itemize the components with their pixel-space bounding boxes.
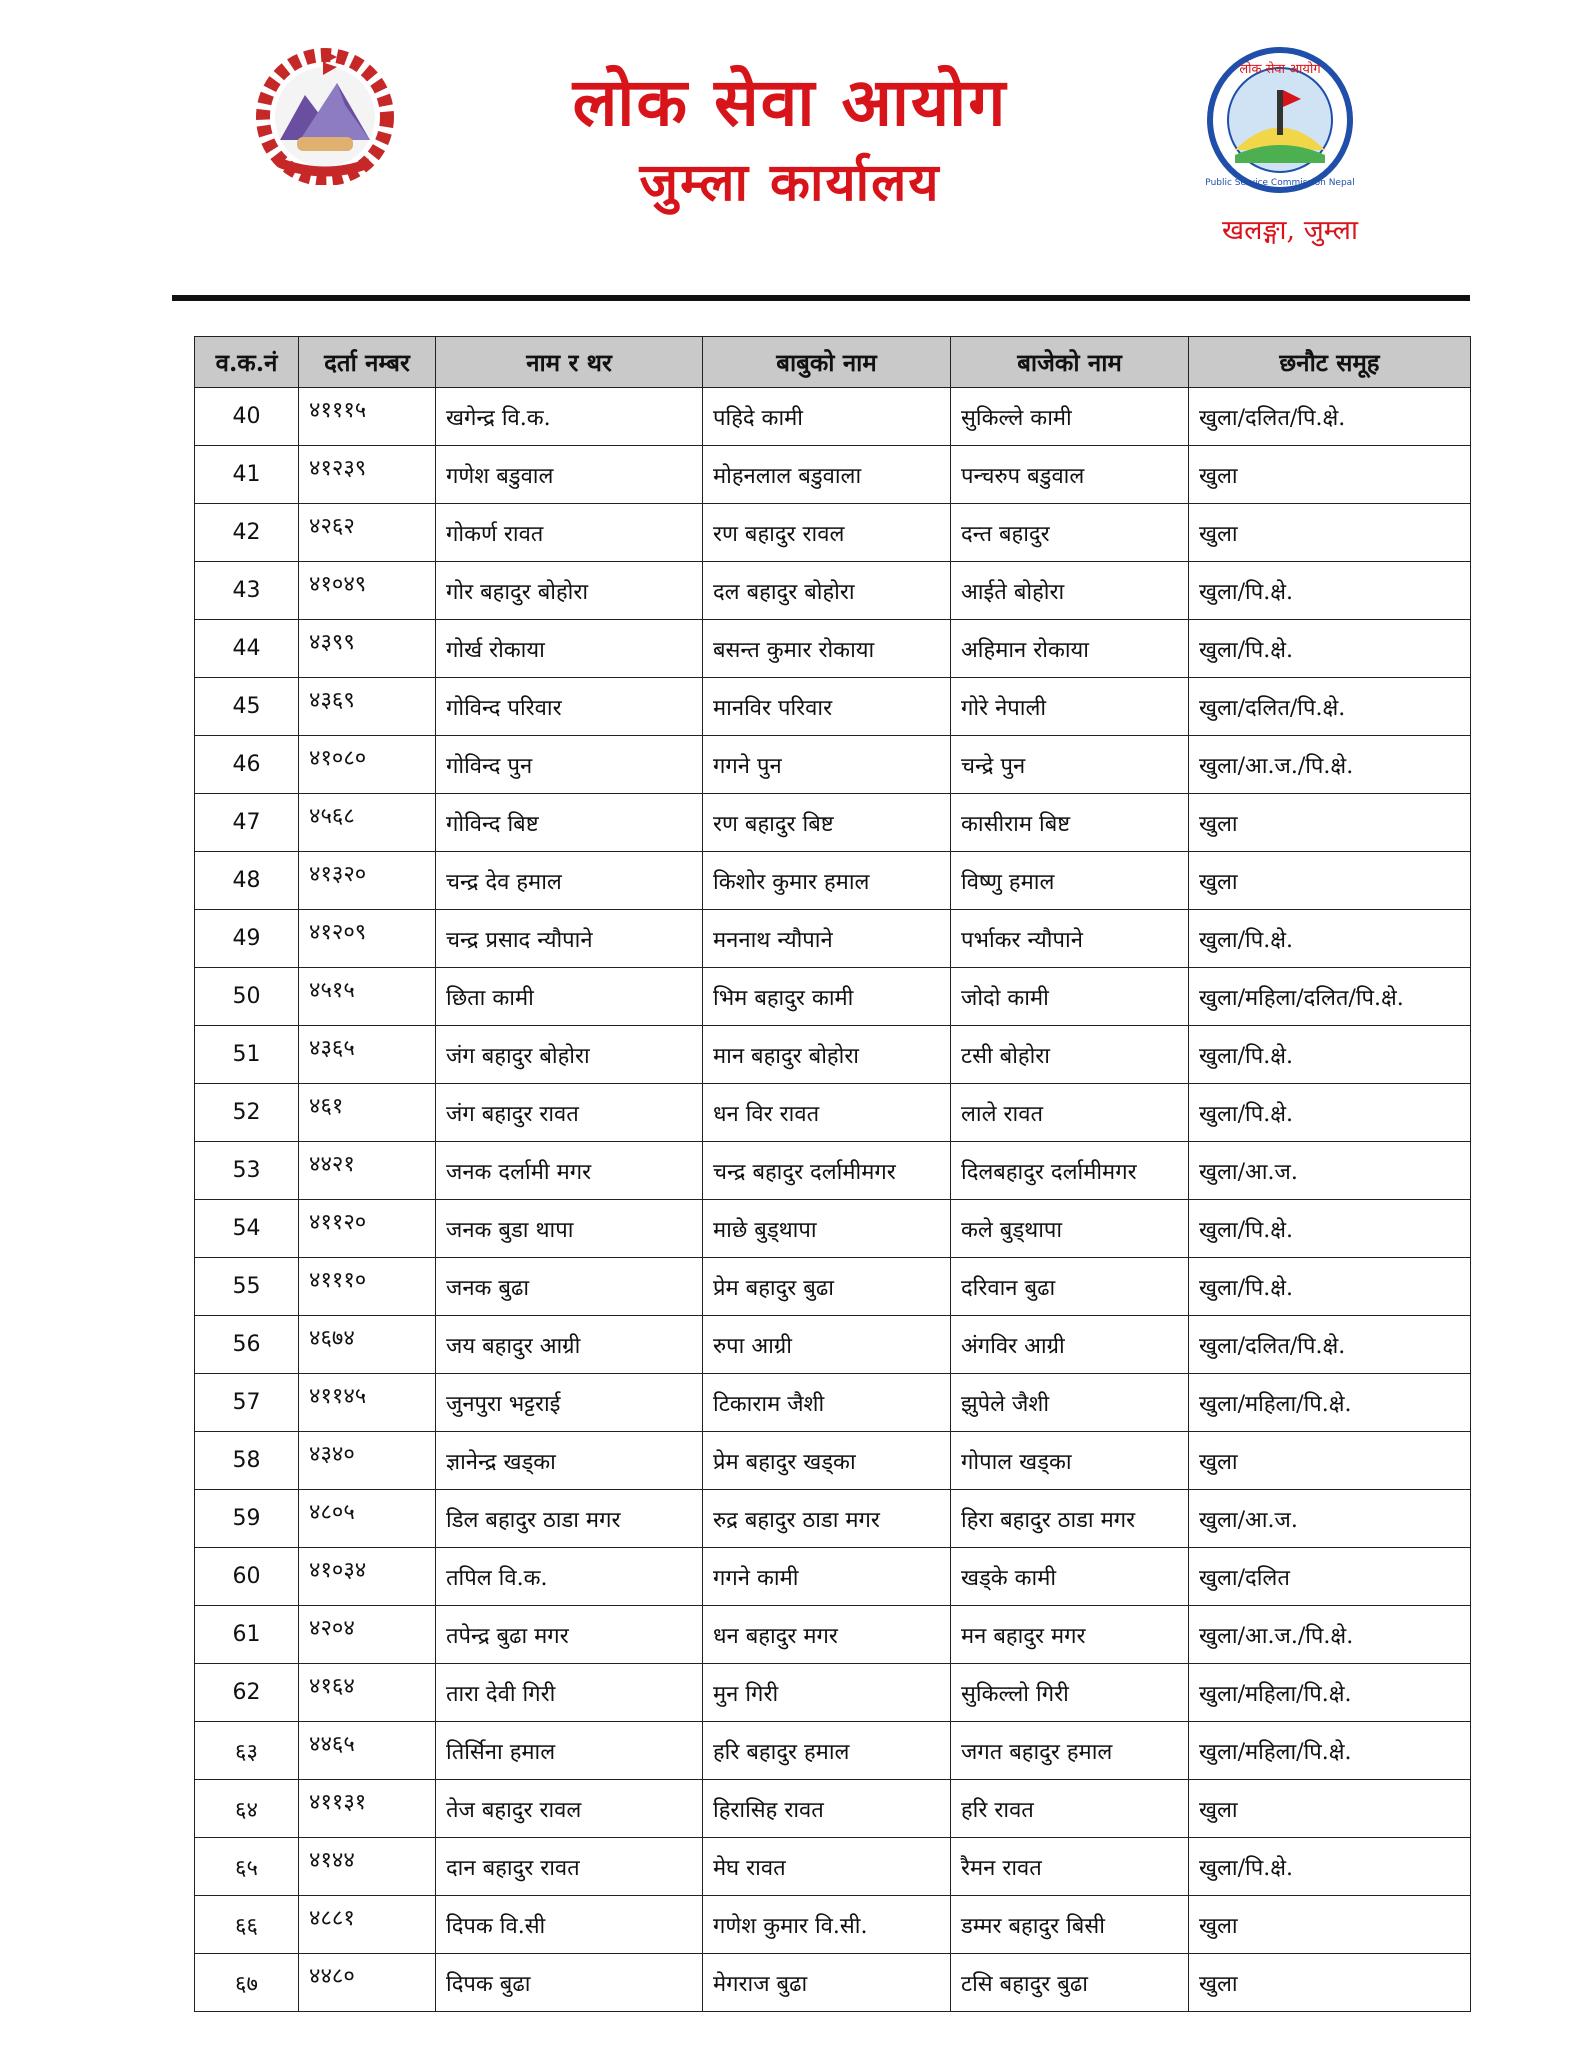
registration-cell: ४३९९ — [299, 620, 436, 678]
father-name-cell: टिकाराम जैशी — [703, 1374, 951, 1432]
name-cell: खगेन्द्र वि.क. — [436, 388, 703, 446]
father-name-cell: धन विर रावत — [703, 1084, 951, 1142]
registration-cell: ४४८० — [299, 1954, 436, 2012]
serial-cell: 58 — [195, 1432, 299, 1490]
group-cell: खुला/दलित/पि.क्षे. — [1189, 388, 1471, 446]
table-row — [195, 1374, 1471, 1432]
group-cell: खुला — [1189, 1954, 1471, 2012]
registration-cell: ४४६५ — [299, 1722, 436, 1780]
group-cell: खुला/आ.ज. — [1189, 1490, 1471, 1548]
grandfather-name-cell: डम्मर बहादुर बिसी — [951, 1896, 1189, 1954]
registration-cell: ४४२१ — [299, 1142, 436, 1200]
group-cell: खुला — [1189, 1780, 1471, 1838]
grandfather-name-cell: आईते बोहोरा — [951, 562, 1189, 620]
serial-header: व.क.नं — [195, 337, 299, 388]
serial-cell: 54 — [195, 1200, 299, 1258]
name-cell: जंग बहादुर बोहोरा — [436, 1026, 703, 1084]
table-row — [195, 910, 1471, 968]
group-cell: खुला — [1189, 852, 1471, 910]
group-cell: खुला/आ.ज. — [1189, 1142, 1471, 1200]
serial-cell: ६६ — [195, 1896, 299, 1954]
table-row — [195, 1954, 1471, 2012]
table-row — [195, 1142, 1471, 1200]
registration-cell: ४३६५ — [299, 1026, 436, 1084]
father-name-cell: गगने कामी — [703, 1548, 951, 1606]
group-cell: खुला/महिला/पि.क्षे. — [1189, 1374, 1471, 1432]
name-cell: दान बहादुर रावत — [436, 1838, 703, 1896]
father-name-cell: किशोर कुमार हमाल — [703, 852, 951, 910]
serial-cell: 56 — [195, 1316, 299, 1374]
group-cell: खुला — [1189, 446, 1471, 504]
grandfather-name-cell: दिलबहादुर दर्लामीमगर — [951, 1142, 1189, 1200]
table-header-row — [195, 337, 1471, 388]
registration-cell: ४१३२० — [299, 852, 436, 910]
father-name-cell: हिरासिह रावत — [703, 1780, 951, 1838]
registration-cell: ४१६४ — [299, 1664, 436, 1722]
table-row — [195, 1780, 1471, 1838]
serial-cell: 53 — [195, 1142, 299, 1200]
group-cell: खुला/दलित — [1189, 1548, 1471, 1606]
father-name-cell: मननाथ न्यौपाने — [703, 910, 951, 968]
group-cell: खुला/आ.ज./पि.क्षे. — [1189, 1606, 1471, 1664]
grandfather-name-cell: विष्णु हमाल — [951, 852, 1189, 910]
grandfather-name-cell: गोपाल खड्का — [951, 1432, 1189, 1490]
table-row — [195, 968, 1471, 1026]
table-row — [195, 504, 1471, 562]
name-cell: गोविन्द परिवार — [436, 678, 703, 736]
father-name-cell: मुन गिरी — [703, 1664, 951, 1722]
grandfather-name-cell: अहिमान रोकाया — [951, 620, 1189, 678]
table-row — [195, 1664, 1471, 1722]
grandfather-name-cell: सुकिल्ले कामी — [951, 388, 1189, 446]
serial-cell: 61 — [195, 1606, 299, 1664]
group-cell: खुला/महिला/दलित/पि.क्षे. — [1189, 968, 1471, 1026]
father-name-cell: मेगराज बुढा — [703, 1954, 951, 2012]
father-name-cell: प्रेम बहादुर बुढा — [703, 1258, 951, 1316]
father-name-cell: बसन्त कुमार रोकाया — [703, 620, 951, 678]
serial-cell: 55 — [195, 1258, 299, 1316]
registration-cell: ४५१५ — [299, 968, 436, 1026]
grandfather-name-cell: मन बहादुर मगर — [951, 1606, 1189, 1664]
psc-logo-heading: लोक सेवा आयोग — [1239, 62, 1321, 77]
registration-cell: ४३४० — [299, 1432, 436, 1490]
nepal-emblem-icon — [245, 45, 405, 185]
serial-cell: 52 — [195, 1084, 299, 1142]
registration-cell: ४८०५ — [299, 1490, 436, 1548]
grandfather-name-cell: पन्चरुप बडुवाल — [951, 446, 1189, 504]
registration-cell: ४११३१ — [299, 1780, 436, 1838]
serial-cell: 42 — [195, 504, 299, 562]
registration-cell: ४११४५ — [299, 1374, 436, 1432]
serial-cell: 44 — [195, 620, 299, 678]
name-cell: चन्द्र देव हमाल — [436, 852, 703, 910]
name-cell: दिपक बुढा — [436, 1954, 703, 2012]
serial-cell: ६५ — [195, 1838, 299, 1896]
grandfather-name-header: बाजेको नाम — [951, 337, 1189, 388]
grandfather-name-cell: झुपेले जैशी — [951, 1374, 1189, 1432]
psc-logo-ring-text: Public Service Commission Nepal — [1205, 178, 1355, 188]
table-row — [195, 388, 1471, 446]
registration-cell: ४२६२ — [299, 504, 436, 562]
father-name-cell: गगने पुन — [703, 736, 951, 794]
grandfather-name-cell: पर्भाकर न्यौपाने — [951, 910, 1189, 968]
name-cell: तिर्सिना हमाल — [436, 1722, 703, 1780]
father-name-cell: मोहनलाल बडुवाला — [703, 446, 951, 504]
name-cell: तारा देवी गिरी — [436, 1664, 703, 1722]
psc-logo-icon — [1205, 45, 1355, 195]
grandfather-name-cell: हिरा बहादुर ठाडा मगर — [951, 1490, 1189, 1548]
group-cell: खुला/दलित/पि.क्षे. — [1189, 678, 1471, 736]
name-cell: गोविन्द पुन — [436, 736, 703, 794]
table-row — [195, 1606, 1471, 1664]
registration-header: दर्ता नम्बर — [299, 337, 436, 388]
office-name: जुम्ला कार्यालय — [639, 152, 941, 213]
father-name-cell: मानविर परिवार — [703, 678, 951, 736]
serial-cell: 49 — [195, 910, 299, 968]
name-cell: ज्ञानेन्द्र खड्का — [436, 1432, 703, 1490]
name-cell: गणेश बडुवाल — [436, 446, 703, 504]
father-name-cell: हरि बहादुर हमाल — [703, 1722, 951, 1780]
table-row — [195, 620, 1471, 678]
table-row — [195, 1722, 1471, 1780]
father-name-cell: रुद्र बहादुर ठाडा मगर — [703, 1490, 951, 1548]
serial-cell: 57 — [195, 1374, 299, 1432]
table-row — [195, 1084, 1471, 1142]
father-name-cell: मेघ रावत — [703, 1838, 951, 1896]
registration-cell: ४१४४ — [299, 1838, 436, 1896]
table-row — [195, 1258, 1471, 1316]
registration-cell: ४२०४ — [299, 1606, 436, 1664]
group-cell: खुला/पि.क्षे. — [1189, 1258, 1471, 1316]
table-row — [195, 794, 1471, 852]
grandfather-name-cell: कासीराम बिष्ट — [951, 794, 1189, 852]
grandfather-name-cell: हरि रावत — [951, 1780, 1189, 1838]
group-cell: खुला/पि.क्षे. — [1189, 1026, 1471, 1084]
grandfather-name-cell: दन्त बहादुर — [951, 504, 1189, 562]
name-cell: डिल बहादुर ठाडा मगर — [436, 1490, 703, 1548]
grandfather-name-cell: अंगविर आग्री — [951, 1316, 1189, 1374]
registration-cell: ४५६८ — [299, 794, 436, 852]
serial-cell: 41 — [195, 446, 299, 504]
group-cell: खुला/पि.क्षे. — [1189, 620, 1471, 678]
name-cell: जनक बुढा — [436, 1258, 703, 1316]
table-row — [195, 1838, 1471, 1896]
serial-cell: 48 — [195, 852, 299, 910]
grandfather-name-cell: लाले रावत — [951, 1084, 1189, 1142]
letterhead — [0, 0, 1583, 300]
serial-cell: 45 — [195, 678, 299, 736]
table-row — [195, 1316, 1471, 1374]
father-name-cell: रुपा आग्री — [703, 1316, 951, 1374]
group-cell: खुला/महिला/पि.क्षे. — [1189, 1722, 1471, 1780]
group-cell: खुला — [1189, 794, 1471, 852]
table-row — [195, 1432, 1471, 1490]
serial-cell: 43 — [195, 562, 299, 620]
father-name-cell: गणेश कुमार वि.सी. — [703, 1896, 951, 1954]
grandfather-name-cell: दरिवान बुढा — [951, 1258, 1189, 1316]
grandfather-name-cell: जोदो कामी — [951, 968, 1189, 1026]
registration-cell: ४६७४ — [299, 1316, 436, 1374]
grandfather-name-cell: कले बुड्थापा — [951, 1200, 1189, 1258]
father-name-cell: माछे बुड्थापा — [703, 1200, 951, 1258]
father-name-cell: पहिदे कामी — [703, 388, 951, 446]
registration-cell: ४१२०९ — [299, 910, 436, 968]
name-cell: छिता कामी — [436, 968, 703, 1026]
name-cell: तपिल वि.क. — [436, 1548, 703, 1606]
grandfather-name-cell: चन्द्रे पुन — [951, 736, 1189, 794]
name-cell: गोविन्द बिष्ट — [436, 794, 703, 852]
table-row — [195, 1548, 1471, 1606]
serial-cell: 40 — [195, 388, 299, 446]
table-row — [195, 736, 1471, 794]
table-row — [195, 1896, 1471, 1954]
name-cell: तेज बहादुर रावल — [436, 1780, 703, 1838]
serial-cell: 62 — [195, 1664, 299, 1722]
office-location: खलङ्गा, जुम्ला — [1222, 215, 1358, 246]
father-name-cell: दल बहादुर बोहोरा — [703, 562, 951, 620]
table-row — [195, 1200, 1471, 1258]
registration-cell: ४११२० — [299, 1200, 436, 1258]
registration-cell: ४१०८० — [299, 736, 436, 794]
registration-cell: ४१०३४ — [299, 1548, 436, 1606]
registration-cell: ४३६९ — [299, 678, 436, 736]
grandfather-name-cell: जगत बहादुर हमाल — [951, 1722, 1189, 1780]
table-body — [195, 388, 1471, 2012]
serial-cell: 47 — [195, 794, 299, 852]
name-cell: चन्द्र प्रसाद न्यौपाने — [436, 910, 703, 968]
father-name-cell: रण बहादुर बिष्ट — [703, 794, 951, 852]
serial-cell: ६४ — [195, 1780, 299, 1838]
registration-cell: ४६१ — [299, 1084, 436, 1142]
serial-cell: 59 — [195, 1490, 299, 1548]
grandfather-name-cell: सुकिल्लो गिरी — [951, 1664, 1189, 1722]
father-name-cell: चन्द्र बहादुर दर्लामीमगर — [703, 1142, 951, 1200]
grandfather-name-cell: टसि बहादुर बुढा — [951, 1954, 1189, 2012]
name-header: नाम र थर — [436, 337, 703, 388]
table-row — [195, 446, 1471, 504]
father-name-cell: धन बहादुर मगर — [703, 1606, 951, 1664]
name-cell: जुनपुरा भट्टराई — [436, 1374, 703, 1432]
result-table — [194, 336, 1471, 2012]
name-cell: गोकर्ण रावत — [436, 504, 703, 562]
name-cell: जंग बहादुर रावत — [436, 1084, 703, 1142]
name-cell: जय बहादुर आग्री — [436, 1316, 703, 1374]
group-cell: खुला/पि.क्षे. — [1189, 562, 1471, 620]
registration-cell: ४८८१ — [299, 1896, 436, 1954]
grandfather-name-cell: टसी बोहोरा — [951, 1026, 1189, 1084]
registration-cell: ४१११० — [299, 1258, 436, 1316]
father-name-cell: भिम बहादुर कामी — [703, 968, 951, 1026]
serial-cell: ६३ — [195, 1722, 299, 1780]
name-cell: गोर्ख रोकाया — [436, 620, 703, 678]
grandfather-name-cell: खड्के कामी — [951, 1548, 1189, 1606]
group-cell: खुला — [1189, 1432, 1471, 1490]
table-row — [195, 852, 1471, 910]
header-divider — [172, 295, 1470, 301]
serial-cell: 60 — [195, 1548, 299, 1606]
table-row — [195, 1026, 1471, 1084]
registration-cell: ४१२३९ — [299, 446, 436, 504]
group-cell: खुला/दलित/पि.क्षे. — [1189, 1316, 1471, 1374]
father-name-header: बाबुको नाम — [703, 337, 951, 388]
serial-cell: 46 — [195, 736, 299, 794]
group-cell: खुला/पि.क्षे. — [1189, 1200, 1471, 1258]
page-title: लोक सेवा आयोग — [572, 63, 1008, 141]
group-cell: खुला/पि.क्षे. — [1189, 1838, 1471, 1896]
group-cell: खुला/आ.ज./पि.क्षे. — [1189, 736, 1471, 794]
name-cell: तपेन्द्र बुढा मगर — [436, 1606, 703, 1664]
table-row — [195, 1490, 1471, 1548]
group-header: छनौट समूह — [1189, 337, 1471, 388]
table-row — [195, 678, 1471, 736]
father-name-cell: प्रेम बहादुर खड्का — [703, 1432, 951, 1490]
group-cell: खुला — [1189, 1896, 1471, 1954]
name-cell: जनक दर्लामी मगर — [436, 1142, 703, 1200]
group-cell: खुला/महिला/पि.क्षे. — [1189, 1664, 1471, 1722]
father-name-cell: मान बहादुर बोहोरा — [703, 1026, 951, 1084]
serial-cell: ६७ — [195, 1954, 299, 2012]
grandfather-name-cell: रैमन रावत — [951, 1838, 1189, 1896]
name-cell: गोर बहादुर बोहोरा — [436, 562, 703, 620]
serial-cell: 50 — [195, 968, 299, 1026]
table-row — [195, 562, 1471, 620]
group-cell: खुला/पि.क्षे. — [1189, 910, 1471, 968]
grandfather-name-cell: गोरे नेपाली — [951, 678, 1189, 736]
group-cell: खुला/पि.क्षे. — [1189, 1084, 1471, 1142]
registration-cell: ४१०४९ — [299, 562, 436, 620]
father-name-cell: रण बहादुर रावल — [703, 504, 951, 562]
serial-cell: 51 — [195, 1026, 299, 1084]
name-cell: दिपक वि.सी — [436, 1896, 703, 1954]
group-cell: खुला — [1189, 504, 1471, 562]
registration-cell: ४१११५ — [299, 388, 436, 446]
name-cell: जनक बुडा थापा — [436, 1200, 703, 1258]
